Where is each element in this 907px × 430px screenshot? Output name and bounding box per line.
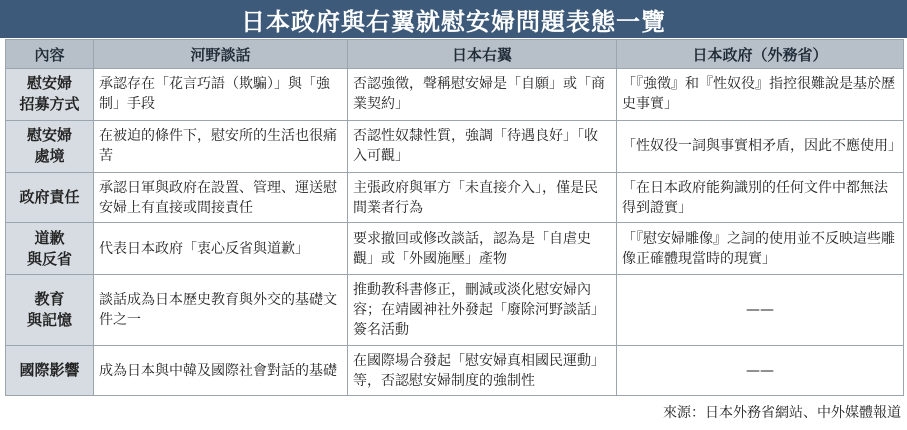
government-cell: —— [617,346,904,396]
right-wing-cell: 要求撤回或修改談話，認為是「自虐史觀」或「外國施壓」產物 [348,223,617,275]
government-cell: 「『強徵』和『性奴役』指控很難說是基於歷史事實」 [617,69,904,121]
table-row [6,275,904,346]
right-wing-cell: 否認性奴隸性質，強調「待遇良好」「收入可觀」 [348,120,617,172]
table-body [6,69,904,396]
table-row [6,172,904,223]
column-header-content: 內容 [6,40,94,69]
kono-statement-cell: 承認存在「花言巧語（欺騙）」與「強制」手段 [94,69,348,121]
kono-statement-cell: 談話成為日本歷史教育與外交的基礎文件之一 [94,275,348,346]
source-note: 來源：日本外務省網站、中外媒體報道 [663,405,901,421]
row-label: 道歉 與反省 [6,223,94,275]
table-row [6,346,904,396]
table-header-row [6,40,904,69]
row-label: 教育 與記憶 [6,275,94,346]
row-label: 國際影響 [6,346,94,396]
page-title: 日本政府與右翼就慰安婦問題表態一覽 [0,0,907,38]
government-cell: 「性奴役一詞與事實相矛盾，因此不應使用」 [617,120,904,172]
row-label: 慰安婦 處境 [6,120,94,172]
column-header-japan-government: 日本政府（外務省） [617,40,904,69]
table-row [6,69,904,121]
column-header-japan-right-wing: 日本右翼 [348,40,617,69]
kono-statement-cell: 承認日軍與政府在設置、管理、運送慰安婦上有直接或間接責任 [94,172,348,223]
right-wing-cell: 推動教科書修正，刪減或淡化慰安婦內容；在靖國神社外發起「廢除河野談話」簽名活動 [348,275,617,346]
government-cell: —— [617,275,904,346]
right-wing-cell: 在國際場合發起「慰安婦真相國民運動」等，否認慰安婦制度的強制性 [348,346,617,396]
comparison-table [5,39,904,396]
table-row [6,120,904,172]
row-label: 政府責任 [6,172,94,223]
government-cell: 「在日本政府能夠識別的任何文件中都無法得到證實」 [617,172,904,223]
table-row [6,223,904,275]
column-header-kono-statement: 河野談話 [94,40,348,69]
row-label: 慰安婦 招募方式 [6,69,94,121]
comparison-table-container [5,39,903,396]
right-wing-cell: 否認強徵，聲稱慰安婦是「自願」或「商業契約」 [348,69,617,121]
government-cell: 「『慰安婦雕像』之詞的使用並不反映這些雕像正確體現當時的現實」 [617,223,904,275]
kono-statement-cell: 代表日本政府「衷心反省與道歉」 [94,223,348,275]
kono-statement-cell: 成為日本與中韓及國際社會對話的基礎 [94,346,348,396]
kono-statement-cell: 在被迫的條件下，慰安所的生活也很痛苦 [94,120,348,172]
right-wing-cell: 主張政府與軍方「未直接介入」，僅是民間業者行為 [348,172,617,223]
